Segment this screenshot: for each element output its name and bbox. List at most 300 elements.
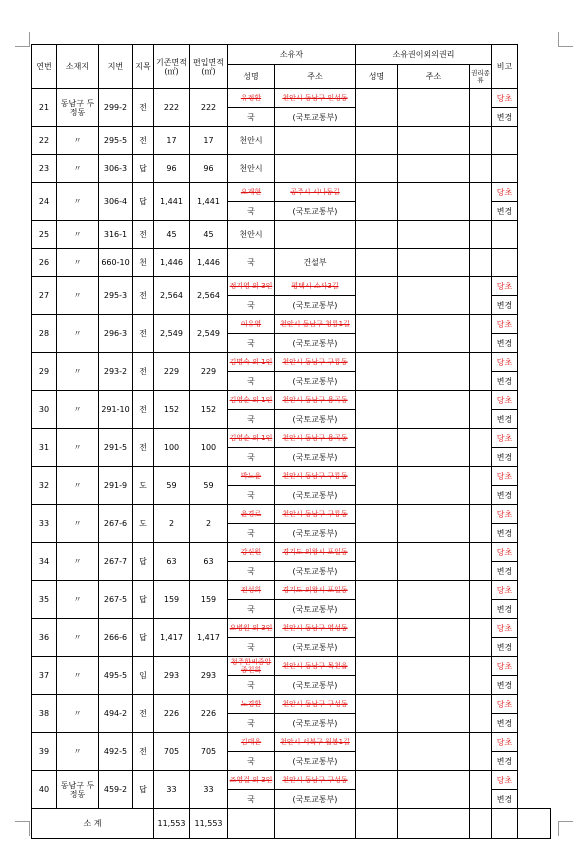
cell-location: 〃 xyxy=(57,429,99,467)
cell-note: 당초 xyxy=(492,183,518,202)
crop-mark-top-right xyxy=(558,32,573,47)
cell-owner-name: 조영걸 외 3인 xyxy=(228,771,275,790)
cell-location: 〃 xyxy=(57,277,99,315)
cell-no: 37 xyxy=(32,657,57,695)
cell-lot: 295-3 xyxy=(99,277,133,315)
cell-owner-name: 김태은 xyxy=(228,733,275,752)
subtotal-label: 소 계 xyxy=(32,809,154,839)
cell-note: 당초 xyxy=(492,429,518,448)
cell-base-area: 222 xyxy=(154,89,190,127)
header-owner-name: 성명 xyxy=(228,65,275,89)
cell-note: 당초 xyxy=(492,695,518,714)
cell-incl-area: 59 xyxy=(190,467,228,505)
cell-base-area: 96 xyxy=(154,155,190,183)
cell-incl-area: 1,417 xyxy=(190,619,228,657)
cell-base-area: 2,564 xyxy=(154,277,190,315)
cell-owner-address xyxy=(275,155,356,183)
cell-note: 당초 xyxy=(492,657,518,676)
cell-owner-name: 유정환 xyxy=(228,89,275,108)
cell-incl-area: 45 xyxy=(190,221,228,249)
cell-owner-address-changed: (국토교통부) xyxy=(275,600,356,619)
cell-rights-type xyxy=(470,543,492,581)
cell-owner-name: 국 xyxy=(228,249,275,277)
cell-location: 〃 xyxy=(57,543,99,581)
cell-note-changed: 변경 xyxy=(492,372,518,391)
cell-lot: 291-9 xyxy=(99,467,133,505)
cell-note-changed: 변경 xyxy=(492,752,518,771)
table-row xyxy=(32,695,551,714)
cell-rights-name xyxy=(356,619,398,657)
cell-incl-area: 100 xyxy=(190,429,228,467)
subtotal-empty xyxy=(492,809,518,839)
cell-lot: 267-5 xyxy=(99,581,133,619)
cell-base-area: 45 xyxy=(154,221,190,249)
cell-rights-type xyxy=(470,505,492,543)
cell-rights-name xyxy=(356,89,398,127)
cell-no: 27 xyxy=(32,277,57,315)
cell-owner-address-changed: (국토교통부) xyxy=(275,108,356,127)
cell-owner-address: 천안시 동남구 영성동 xyxy=(275,619,356,638)
cell-owner-name-changed: 국 xyxy=(228,108,275,127)
cell-owner-name-changed: 국 xyxy=(228,202,275,221)
table-row xyxy=(32,771,551,790)
cell-owner-address-changed: (국토교통부) xyxy=(275,638,356,657)
cell-category: 전 xyxy=(133,89,154,127)
cell-rights-name xyxy=(356,277,398,315)
cell-rights-address xyxy=(398,543,470,581)
cell-rights-address xyxy=(398,127,470,155)
table-row xyxy=(32,183,551,202)
cell-owner-name-changed: 국 xyxy=(228,334,275,353)
cell-no: 33 xyxy=(32,505,57,543)
cell-rights-address xyxy=(398,657,470,695)
cell-no: 36 xyxy=(32,619,57,657)
cell-owner-name: 천안시 xyxy=(228,127,275,155)
table-row xyxy=(32,221,551,249)
cell-incl-area: 152 xyxy=(190,391,228,429)
cell-owner-address xyxy=(275,221,356,249)
cell-rights-type xyxy=(470,619,492,657)
cell-owner-address-changed: (국토교통부) xyxy=(275,486,356,505)
cell-owner-name-changed: 국 xyxy=(228,296,275,315)
cell-rights-address xyxy=(398,429,470,467)
cell-rights-name xyxy=(356,155,398,183)
cell-lot: 267-6 xyxy=(99,505,133,543)
cell-base-area: 226 xyxy=(154,695,190,733)
cell-no: 38 xyxy=(32,695,57,733)
cell-owner-name-changed: 국 xyxy=(228,600,275,619)
cell-category: 도 xyxy=(133,505,154,543)
cell-note: 당초 xyxy=(492,353,518,372)
cell-note-changed: 변경 xyxy=(492,676,518,695)
table-row xyxy=(32,127,551,155)
cell-incl-area: 2 xyxy=(190,505,228,543)
cell-lot: 296-3 xyxy=(99,315,133,353)
cell-rights-address xyxy=(398,581,470,619)
cell-location: 〃 xyxy=(57,221,99,249)
cell-note-changed: 변경 xyxy=(492,334,518,353)
table-row xyxy=(32,619,551,638)
cell-rights-name xyxy=(356,249,398,277)
cell-owner-name: 김영순 외 1인 xyxy=(228,391,275,410)
cell-incl-area: 229 xyxy=(190,353,228,391)
cell-rights-type xyxy=(470,771,492,809)
table-row xyxy=(32,391,551,410)
cell-owner-address: 공주시 시나동길 xyxy=(275,183,356,202)
header-rights-address: 주소 xyxy=(398,65,470,89)
header-owner: 소유자 xyxy=(228,45,356,65)
cell-base-area: 17 xyxy=(154,127,190,155)
cell-no: 28 xyxy=(32,315,57,353)
cell-lot: 306-4 xyxy=(99,183,133,221)
cell-no: 22 xyxy=(32,127,57,155)
cell-rights-type xyxy=(470,429,492,467)
cell-rights-address xyxy=(398,695,470,733)
cell-location: 〃 xyxy=(57,183,99,221)
cell-owner-name: 노경환 xyxy=(228,695,275,714)
cell-note-changed: 변경 xyxy=(492,108,518,127)
cell-owner-address: 천안시 동남구 구룡동 xyxy=(275,467,356,486)
cell-rights-address xyxy=(398,221,470,249)
cell-lot: 306-3 xyxy=(99,155,133,183)
cell-rights-name xyxy=(356,695,398,733)
cell-rights-type xyxy=(470,733,492,771)
table-row xyxy=(32,467,551,486)
cell-lot: 459-2 xyxy=(99,771,133,809)
cell-location: 동남구 두정동 xyxy=(57,771,99,809)
cell-incl-area: 705 xyxy=(190,733,228,771)
cell-no: 40 xyxy=(32,771,57,809)
cell-base-area: 152 xyxy=(154,391,190,429)
cell-rights-type xyxy=(470,353,492,391)
cell-owner-name: 이유영 xyxy=(228,315,275,334)
cell-base-area: 59 xyxy=(154,467,190,505)
cell-location: 〃 xyxy=(57,391,99,429)
table-row xyxy=(32,733,551,752)
cell-no: 23 xyxy=(32,155,57,183)
cell-rights-name xyxy=(356,127,398,155)
cell-owner-address-changed: (국토교통부) xyxy=(275,372,356,391)
cell-category: 전 xyxy=(133,315,154,353)
cell-owner-address xyxy=(275,127,356,155)
cell-note: 당초 xyxy=(492,543,518,562)
cell-location: 〃 xyxy=(57,733,99,771)
cell-owner-address: 경기도 의왕시 포일동 xyxy=(275,543,356,562)
cell-owner-address: 천안시 동남구 용곡동 xyxy=(275,429,356,448)
cell-location: 〃 xyxy=(57,155,99,183)
cell-rights-name xyxy=(356,467,398,505)
cell-incl-area: 17 xyxy=(190,127,228,155)
cell-rights-type xyxy=(470,221,492,249)
cell-owner-address: 천안시 동남구 구룡동 xyxy=(275,353,356,372)
cell-owner-address-changed: (국토교통부) xyxy=(275,524,356,543)
header-base-area: 기존면적(㎡) xyxy=(154,45,190,89)
header-owner-address: 주소 xyxy=(275,65,356,89)
cell-category: 전 xyxy=(133,221,154,249)
cell-owner-address: 경기도 의왕시 포일동 xyxy=(275,581,356,600)
cell-owner-name-changed: 국 xyxy=(228,752,275,771)
cell-rights-type xyxy=(470,249,492,277)
cell-owner-name-changed: 국 xyxy=(228,524,275,543)
cell-owner-name: 천안시 xyxy=(228,155,275,183)
cell-lot: 291-5 xyxy=(99,429,133,467)
cell-category: 전 xyxy=(133,127,154,155)
cell-rights-name xyxy=(356,771,398,809)
cell-rights-type xyxy=(470,127,492,155)
subtotal-empty xyxy=(356,809,398,839)
cell-location: 〃 xyxy=(57,581,99,619)
cell-note xyxy=(492,155,518,183)
cell-owner-name-changed: 국 xyxy=(228,790,275,809)
cell-incl-area: 226 xyxy=(190,695,228,733)
cell-lot: 266-6 xyxy=(99,619,133,657)
subtotal-empty xyxy=(228,809,275,839)
cell-rights-name xyxy=(356,221,398,249)
cell-note: 당초 xyxy=(492,505,518,524)
cell-note xyxy=(492,221,518,249)
cell-rights-type xyxy=(470,657,492,695)
cell-lot: 660-10 xyxy=(99,249,133,277)
cell-category: 천 xyxy=(133,249,154,277)
subtotal-base-area: 11,553 xyxy=(154,809,190,839)
cell-owner-address-changed: (국토교통부) xyxy=(275,202,356,221)
cell-owner-name: 윤경로 xyxy=(228,505,275,524)
cell-location: 〃 xyxy=(57,315,99,353)
cell-owner-address: 평택시 소사3길 xyxy=(275,277,356,296)
cell-category: 전 xyxy=(133,695,154,733)
cell-owner-name-changed: 국 xyxy=(228,562,275,581)
cell-category: 전 xyxy=(133,391,154,429)
cell-owner-address: 천안시 동남구 청룡1길 xyxy=(275,315,356,334)
cell-rights-type xyxy=(470,89,492,127)
cell-rights-type xyxy=(470,695,492,733)
cell-location: 〃 xyxy=(57,695,99,733)
cell-rights-address xyxy=(398,277,470,315)
cell-owner-address: 천안시 동남구 구룡동 xyxy=(275,505,356,524)
cell-incl-area: 2,549 xyxy=(190,315,228,353)
cell-rights-type xyxy=(470,315,492,353)
cell-incl-area: 33 xyxy=(190,771,228,809)
cell-owner-address-changed: (국토교통부) xyxy=(275,448,356,467)
cell-no: 39 xyxy=(32,733,57,771)
cell-owner-address-changed: (국토교통부) xyxy=(275,752,356,771)
crop-mark-bottom-right xyxy=(558,821,573,836)
cell-location: 〃 xyxy=(57,467,99,505)
cell-lot: 295-5 xyxy=(99,127,133,155)
crop-mark-bottom-left xyxy=(15,821,30,836)
cell-owner-address: 천안시 동남구 용곡동 xyxy=(275,391,356,410)
cell-lot: 267-7 xyxy=(99,543,133,581)
cell-owner-address-changed: (국토교통부) xyxy=(275,296,356,315)
cell-rights-name xyxy=(356,353,398,391)
cell-note-changed: 변경 xyxy=(492,202,518,221)
cell-owner-address: 천안시 서북구 월봉1길 xyxy=(275,733,356,752)
cell-category: 도 xyxy=(133,467,154,505)
header-location: 소재지 xyxy=(57,45,99,89)
cell-note-changed: 변경 xyxy=(492,486,518,505)
cell-note: 당초 xyxy=(492,467,518,486)
cell-base-area: 159 xyxy=(154,581,190,619)
header-rights-name: 성명 xyxy=(356,65,398,89)
cell-rights-name xyxy=(356,733,398,771)
cell-owner-name: 오재현 xyxy=(228,183,275,202)
cell-incl-area: 63 xyxy=(190,543,228,581)
cell-incl-area: 222 xyxy=(190,89,228,127)
cell-category: 전 xyxy=(133,277,154,315)
cell-rights-address xyxy=(398,771,470,809)
header-incl-area: 편입면적(㎡) xyxy=(190,45,228,89)
cell-no: 35 xyxy=(32,581,57,619)
cell-owner-name-changed: 국 xyxy=(228,714,275,733)
table-row xyxy=(32,429,551,448)
cell-note-changed: 변경 xyxy=(492,562,518,581)
cell-owner-name-changed: 국 xyxy=(228,638,275,657)
cell-location: 동남구 두정동 xyxy=(57,89,99,127)
cell-owner-name: 김영순 외 1인 xyxy=(228,429,275,448)
cell-rights-name xyxy=(356,657,398,695)
cell-owner-address-changed: (국토교통부) xyxy=(275,676,356,695)
cell-base-area: 100 xyxy=(154,429,190,467)
cell-location: 〃 xyxy=(57,127,99,155)
cell-base-area: 229 xyxy=(154,353,190,391)
cell-rights-name xyxy=(356,391,398,429)
cell-rights-name xyxy=(356,543,398,581)
header-rights-type: 권리종류 xyxy=(470,65,492,89)
cell-no: 24 xyxy=(32,183,57,221)
cell-no: 34 xyxy=(32,543,57,581)
cell-lot: 494-2 xyxy=(99,695,133,733)
cell-owner-address-changed: (국토교통부) xyxy=(275,562,356,581)
cell-owner-address: 천안시 동남구 인성동 xyxy=(275,89,356,108)
cell-note xyxy=(492,249,518,277)
cell-incl-area: 2,564 xyxy=(190,277,228,315)
cell-lot: 492-5 xyxy=(99,733,133,771)
cell-category: 전 xyxy=(133,733,154,771)
cell-owner-name-changed: 국 xyxy=(228,676,275,695)
cell-owner-name: 전성희 xyxy=(228,581,275,600)
cell-owner-address: 건설부 xyxy=(275,249,356,277)
cell-category: 전 xyxy=(133,429,154,467)
cell-note: 당초 xyxy=(492,619,518,638)
cell-owner-name-changed: 국 xyxy=(228,410,275,429)
cell-lot: 293-2 xyxy=(99,353,133,391)
table-row xyxy=(32,543,551,562)
cell-rights-type xyxy=(470,467,492,505)
cell-no: 30 xyxy=(32,391,57,429)
header-rights: 소유권이외의권리 xyxy=(356,45,492,65)
cell-owner-address: 천안시 동남구 구성동 xyxy=(275,695,356,714)
header-no: 연번 xyxy=(32,45,57,89)
cell-category: 답 xyxy=(133,543,154,581)
cell-owner-name: 천안시 xyxy=(228,221,275,249)
cell-note: 당초 xyxy=(492,733,518,752)
cell-owner-name: 강신원 xyxy=(228,543,275,562)
table-row xyxy=(32,155,551,183)
cell-note-changed: 변경 xyxy=(492,296,518,315)
header-category: 지목 xyxy=(133,45,154,89)
cell-base-area: 2 xyxy=(154,505,190,543)
cell-note-changed: 변경 xyxy=(492,790,518,809)
cell-note: 당초 xyxy=(492,581,518,600)
cell-owner-address: 천안시 동남구 구성동 xyxy=(275,771,356,790)
cell-rights-name xyxy=(356,505,398,543)
cell-rights-name xyxy=(356,429,398,467)
cell-category: 답 xyxy=(133,619,154,657)
cell-location: 〃 xyxy=(57,505,99,543)
cell-rights-address xyxy=(398,619,470,657)
cell-location: 〃 xyxy=(57,249,99,277)
cell-lot: 316-1 xyxy=(99,221,133,249)
cell-base-area: 1,417 xyxy=(154,619,190,657)
cell-incl-area: 96 xyxy=(190,155,228,183)
cell-owner-name-changed: 국 xyxy=(228,486,275,505)
cell-rights-address xyxy=(398,505,470,543)
cell-rights-name xyxy=(356,581,398,619)
cell-lot: 291-10 xyxy=(99,391,133,429)
cell-category: 답 xyxy=(133,183,154,221)
cell-note: 당초 xyxy=(492,277,518,296)
subtotal-incl-area: 11,553 xyxy=(190,809,228,839)
cell-rights-type xyxy=(470,155,492,183)
cell-owner-address-changed: (국토교통부) xyxy=(275,714,356,733)
cell-note-changed: 변경 xyxy=(492,524,518,543)
cell-rights-type xyxy=(470,183,492,221)
cell-incl-area: 159 xyxy=(190,581,228,619)
cell-owner-address-changed: (국토교통부) xyxy=(275,410,356,429)
cell-location: 〃 xyxy=(57,619,99,657)
cell-no: 25 xyxy=(32,221,57,249)
cell-rights-name xyxy=(356,315,398,353)
cell-owner-name-changed: 국 xyxy=(228,372,275,391)
cell-lot: 299-2 xyxy=(99,89,133,127)
table-row xyxy=(32,581,551,600)
cell-owner-name: 청주한씨중앙종친회 xyxy=(228,657,275,676)
cell-owner-name-changed: 국 xyxy=(228,448,275,467)
cell-no: 29 xyxy=(32,353,57,391)
cell-incl-area: 1,446 xyxy=(190,249,228,277)
cell-rights-address xyxy=(398,353,470,391)
cell-note: 당초 xyxy=(492,771,518,790)
cell-incl-area: 1,441 xyxy=(190,183,228,221)
table-row xyxy=(32,657,551,676)
cell-owner-name: 김명숙 외 1인 xyxy=(228,353,275,372)
cell-category: 전 xyxy=(133,353,154,391)
cell-base-area: 33 xyxy=(154,771,190,809)
table-row xyxy=(32,277,551,296)
cell-base-area: 1,441 xyxy=(154,183,190,221)
cell-rights-type xyxy=(470,277,492,315)
cell-owner-address: 천안시 동남구 목천읍 xyxy=(275,657,356,676)
cell-rights-address xyxy=(398,733,470,771)
table-row xyxy=(32,249,551,277)
cell-base-area: 705 xyxy=(154,733,190,771)
cell-base-area: 2,549 xyxy=(154,315,190,353)
cell-note: 당초 xyxy=(492,391,518,410)
cell-owner-name: 오병원 외 3인 xyxy=(228,619,275,638)
cell-owner-address-changed: (국토교통부) xyxy=(275,790,356,809)
cell-rights-type xyxy=(470,581,492,619)
cell-owner-address-changed: (국토교통부) xyxy=(275,334,356,353)
cell-rights-address xyxy=(398,155,470,183)
cell-base-area: 63 xyxy=(154,543,190,581)
cell-rights-address xyxy=(398,89,470,127)
cell-category: 임 xyxy=(133,657,154,695)
header-note: 비고 xyxy=(492,45,518,89)
table-row xyxy=(32,315,551,334)
cell-note-changed: 변경 xyxy=(492,600,518,619)
table-row xyxy=(32,505,551,524)
table-row xyxy=(32,89,551,108)
